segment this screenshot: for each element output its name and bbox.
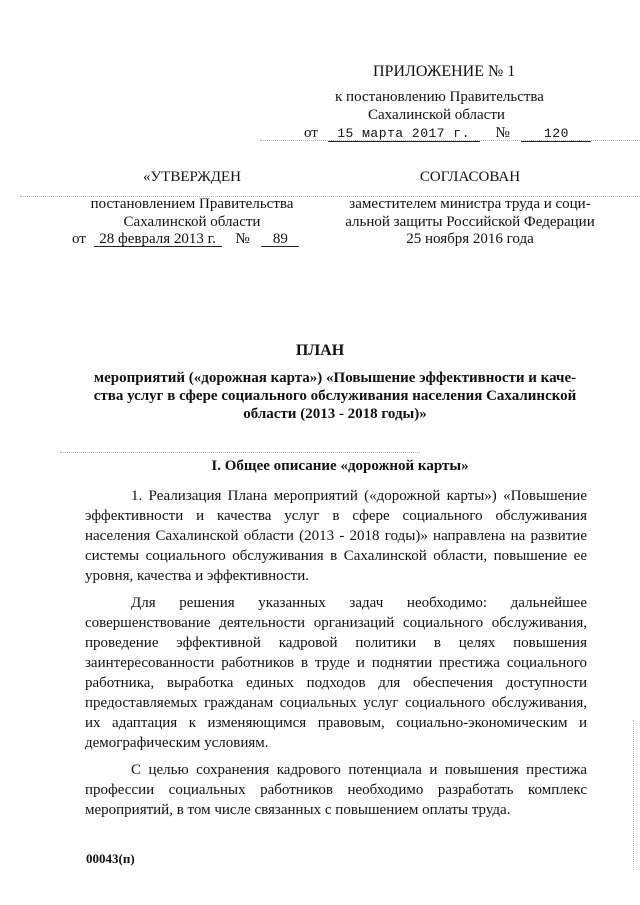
appendix-from-label: от bbox=[304, 125, 318, 141]
paragraph-line: их адаптация к изменяющимся правовым, социально-экономическим и bbox=[85, 715, 587, 731]
paragraph-line: системы социального обслуживания в Сахалинской области, повышение ее bbox=[85, 548, 587, 564]
paragraph-line: проведение эффективной кадровой политики в целях повышения bbox=[85, 635, 587, 651]
agreed-line-3: 25 ноября 2016 года bbox=[406, 231, 534, 247]
approved-date: 28 февраля 2013 г. bbox=[94, 232, 222, 247]
paragraph-line: работника, выработка единых подходов для обеспечения доступности bbox=[85, 675, 587, 691]
paragraph-line: профессии социальных работников необходимо разработать комплекс bbox=[85, 782, 587, 798]
plan-subtitle-line-1: мероприятий («дорожная карта») «Повышение эффективности и каче- bbox=[93, 370, 577, 386]
approved-heading: «УТВЕРЖДЕН bbox=[143, 169, 241, 185]
agreed-heading: СОГЛАСОВАН bbox=[419, 169, 521, 185]
paragraph-line: 1. Реализация Плана мероприятий («дорожной карты») «Повышение bbox=[131, 488, 587, 504]
appendix-date-row bbox=[290, 124, 591, 142]
approved-line-2: Сахалинской области bbox=[123, 214, 261, 230]
paragraph-line: мероприятий, в том числе связанных с повышением оплаты труда. bbox=[85, 802, 511, 818]
appendix-number-label: № bbox=[495, 125, 510, 141]
paragraph-line: населения Сахалинской области (2013 - 2018 годы)» направлена на развитие bbox=[85, 528, 587, 544]
footer-code: 00043(п) bbox=[86, 851, 135, 866]
appendix-line-2: Сахалинской области bbox=[368, 107, 505, 123]
approved-from-label: от bbox=[72, 231, 86, 247]
paragraph-1 bbox=[85, 486, 587, 586]
section-heading: I. Общее описание «дорожной карты» bbox=[211, 458, 469, 474]
appendix-line-1: к постановлению Правительства bbox=[335, 89, 544, 105]
paragraph-line: С целью сохранения кадрового потенциала и повышения престижа bbox=[131, 762, 587, 778]
approved-line-1: постановлением Правительства bbox=[90, 196, 294, 212]
agreed-line-1: заместителем министра труда и соци- bbox=[349, 196, 591, 212]
appendix-date: 15 марта 2017 г. bbox=[328, 127, 480, 142]
plan-subtitle-line-2: ства услуг в сфере социального обслуживания населения Сахалинской bbox=[93, 388, 577, 404]
agreed-line-2: альной защиты Российской Федерации bbox=[345, 214, 595, 230]
appendix-title: ПРИЛОЖЕНИЕ № 1 bbox=[373, 63, 516, 80]
scan-noise bbox=[633, 720, 635, 870]
paragraph-line: эффективности и качества услуг в сфере социального обслуживания bbox=[85, 508, 587, 524]
appendix-number: 120 bbox=[521, 127, 591, 142]
plan-subtitle-line-3: области (2013 - 2018 годы)» bbox=[243, 406, 427, 422]
plan-title: ПЛАН bbox=[295, 342, 345, 359]
paragraph-line: уровня, качества и эффективности. bbox=[85, 568, 309, 584]
paragraph-line: Для решения указанных задач необходимо: дальнейшее bbox=[131, 595, 587, 611]
approved-date-row bbox=[72, 230, 299, 248]
paragraph-line: предоставляемых гражданам социальных услуг социального обслуживания, bbox=[85, 695, 587, 711]
scan-noise bbox=[60, 452, 420, 454]
paragraph-line: заинтересованности работников в труде и поднятии престижа социального bbox=[85, 655, 587, 671]
approved-number-label: № bbox=[235, 231, 250, 247]
paragraph-2 bbox=[85, 593, 587, 753]
paragraph-line: совершенствование деятельности организаций социального обслуживания, bbox=[85, 615, 587, 631]
paragraph-3 bbox=[85, 760, 587, 820]
paragraph-line: демографическим условиям. bbox=[85, 735, 269, 751]
approved-number: 89 bbox=[261, 232, 299, 247]
